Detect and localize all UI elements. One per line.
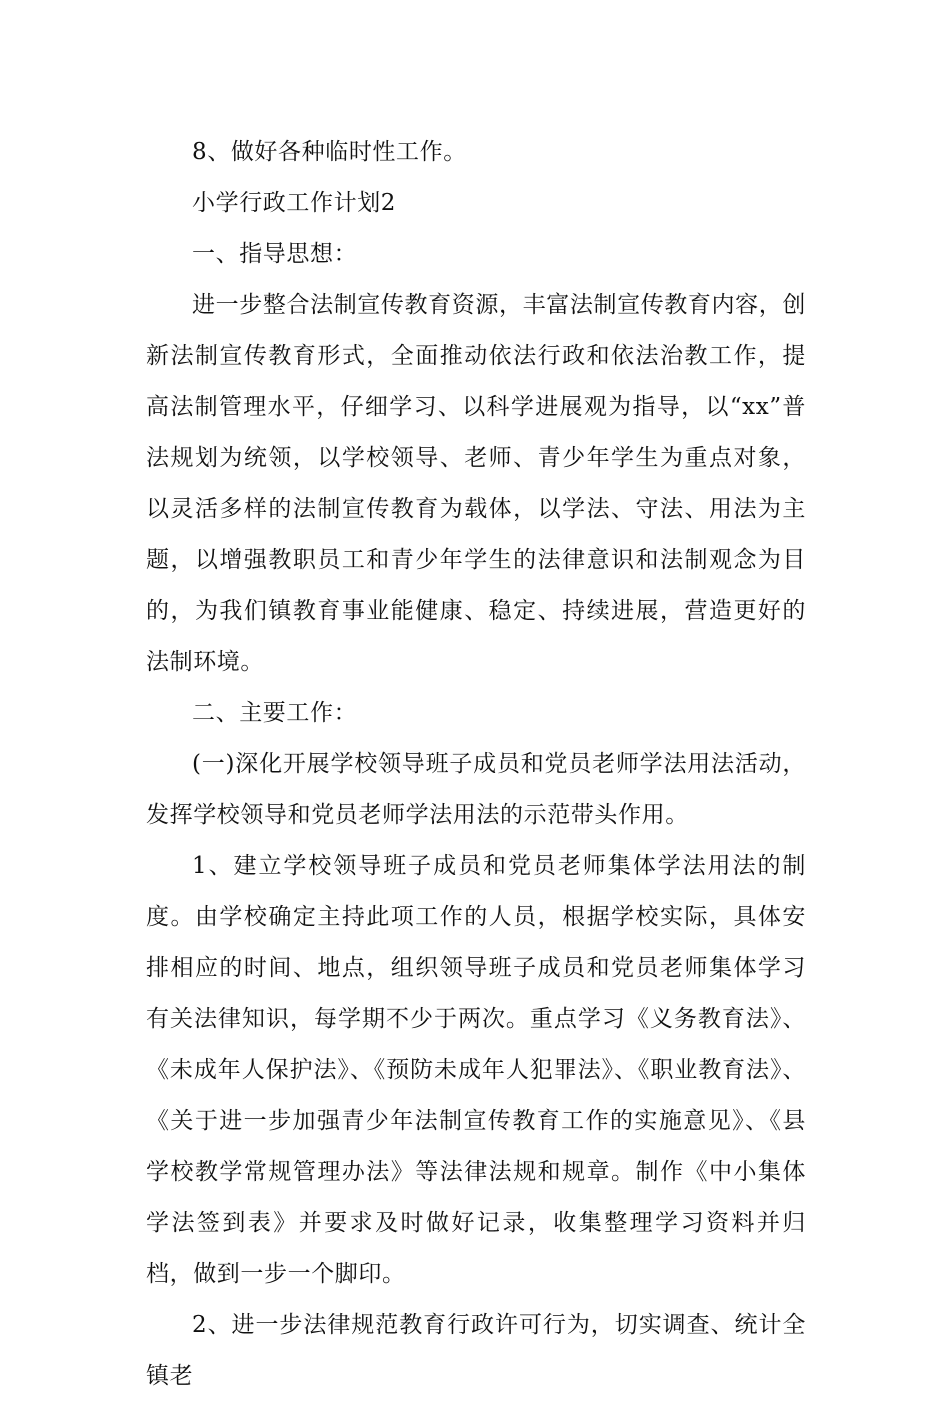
section-title: 小学行政工作计划2 — [192, 190, 397, 216]
paragraph-item-8: 8、做好各种临时性工作。 — [192, 139, 467, 165]
heading-main-work: 二、主要工作： — [192, 700, 358, 726]
heading-guiding-ideology: 一、指导思想： — [192, 241, 358, 267]
paragraph-subsection-1: (一)深化开展学校领导班子成员和党员老师学法用法活动，发挥学校领导和党员老师学法用法的示范带头作用。 — [146, 751, 806, 828]
paragraph-item-2: 2、进一步法律规范教育行政许可行为，切实调查、统计全镇老 — [146, 1312, 806, 1389]
paragraph-guiding-ideology: 进一步整合法制宣传教育资源，丰富法制宣传教育内容，创新法制宣传教育形式，全面推动依法行政和依法治教工作，提高法制管理水平，仔细学习、以科学进展观为指导，以“xx”普法规划为统领，以学校领导、老师、青少年学生为重点对象，以灵活多样的法制宣传教育为载体，以学法、守法、用法为主题，以增强教职员工和青少年学生的法律意识和法制观念为目的，为我们镇教育事业能健康、稳定、持续进展，营造更好的法制环境。 — [146, 292, 806, 675]
paragraph-item-1: 1、建立学校领导班子成员和党员老师集体学法用法的制度。由学校确定主持此项工作的人员，根据学校实际，具体安排相应的时间、地点，组织领导班子成员和党员老师集体学习有关法律知识，每学期不少于两次。重点学习《义务教育法》、《未成年人保护法》、《预防未成年人犯罪法》、《职业教育法》、《关于进一步加强青少年法制宣传教育工作的实施意见》、《县学校教学常规管理办法》等法律法规和规章。制作《中小集体学法签到表》并要求及时做好记录，收集整理学习资料并归档，做到一步一个脚印。 — [146, 853, 806, 1287]
document-body — [146, 127, 806, 1402]
